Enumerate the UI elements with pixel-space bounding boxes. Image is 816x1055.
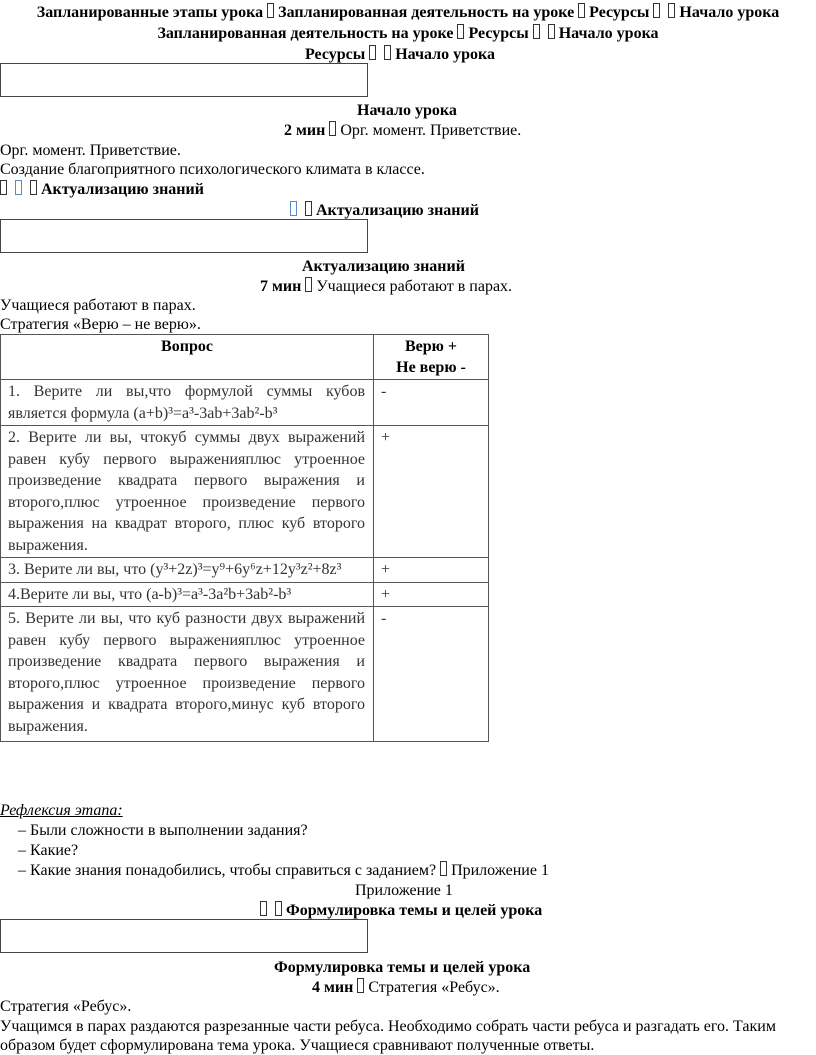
heading-text: Ресурсы [468, 25, 529, 42]
heading-text: Формулировка темы и целей урока [286, 902, 543, 919]
table-row [1, 558, 489, 583]
list-item-text: Какие? [30, 842, 79, 859]
question-cell: 2. Верите ли вы, чтокуб суммы двух выражений равен кубу первого выраженияплюс утроенное произведение квадрата первого выражения и второго,плюс утроенное произведение первого выражения на квадрат второго, плюс куб второго выражения. [1, 426, 374, 558]
time-label: 4 мин [312, 979, 354, 996]
list-item: – Были сложности в выполнении задания? [18, 822, 308, 839]
missing-glyph-icon [653, 3, 660, 18]
missing-glyph-icon [275, 901, 282, 916]
paragraph: Стратегия «Ребус». [0, 998, 132, 1015]
empty-frame [0, 63, 368, 97]
header-line-1 [0, 3, 816, 22]
header-line-3 [0, 45, 808, 64]
next-heading-2 [286, 201, 479, 220]
time-text: Стратегия «Ребус». [368, 979, 500, 996]
next-heading [256, 901, 542, 920]
time-line [312, 978, 500, 997]
answer-cell: + [374, 558, 489, 583]
answer-cell: - [374, 607, 489, 742]
paragraph: Создание благоприятного психологического климата в классе. [0, 161, 425, 178]
heading-text: Актуализацию знаний [316, 202, 479, 219]
question-cell: 1. Верите ли вы,что формулой суммы кубов является формула (a+b)³=a³-3ab+3ab²-b³ [1, 380, 374, 426]
missing-glyph-icon [357, 978, 364, 993]
missing-glyph-icon [369, 45, 376, 60]
empty-frame [0, 219, 368, 253]
answer-cell: - [374, 380, 489, 426]
list-item-text: Были сложности в выполнении задания? [30, 822, 308, 839]
list-item: – Какие? [18, 842, 79, 859]
missing-glyph-icon [548, 24, 555, 39]
header-line: Не верю - [396, 359, 466, 376]
heading-text: Начало урока [558, 25, 659, 42]
paragraph: образом будет сформулирована тема урока. Учащиеся сравнивают полученные ответы. [0, 1037, 595, 1054]
missing-glyph-icon [30, 180, 37, 195]
paragraph: Стратегия «Верю – не верю». [0, 316, 201, 333]
missing-glyph-icon [457, 24, 464, 39]
question-cell: 4.Верите ли вы, что (a-b)³=a³-3a²b+3ab²-b³ [1, 582, 374, 607]
paragraph: Орг. момент. Приветствие. [0, 142, 181, 159]
missing-glyph-icon [533, 24, 540, 39]
missing-glyph-icon [267, 3, 274, 18]
list-item-text: Какие знания понадобились, чтобы справиться с заданием? [30, 862, 437, 879]
table-row [1, 582, 489, 607]
empty-frame [0, 919, 368, 953]
list-item: – Какие знания понадобились, чтобы справиться с заданием? Приложение 1 [18, 862, 549, 879]
missing-glyph-icon [15, 180, 22, 195]
heading-text: Актуализацию знаний [41, 181, 204, 198]
column-header-question: Вопрос [1, 335, 374, 380]
missing-glyph-icon [578, 3, 585, 18]
heading-text: Ресурсы [304, 46, 366, 63]
time-text: Учащиеся работают в парах. [316, 278, 513, 295]
appendix-label: Приложение 1 [355, 882, 453, 899]
section-title: Формулировка темы и целей урока [274, 959, 531, 976]
missing-glyph-icon [305, 201, 312, 216]
heading-text: Запланированная деятельность на уроке [157, 25, 454, 42]
section-title: Актуализацию знаний [302, 258, 465, 275]
believe-table [0, 334, 489, 742]
next-heading [0, 180, 204, 199]
missing-glyph-icon [290, 201, 297, 216]
missing-glyph-icon [260, 901, 267, 916]
question-cell: 3. Верите ли вы, что (y³+2z)³=y⁹+6y⁶z+12y³z²+8z³ [1, 558, 374, 583]
column-header-answer [374, 335, 489, 380]
time-text: Орг. момент. Приветствие. [340, 122, 522, 139]
heading-text: Запланированные этапы урока [36, 4, 264, 21]
missing-glyph-icon [305, 277, 312, 292]
paragraph: Учащиеся работают в парах. [0, 297, 196, 314]
time-label: 7 мин [260, 278, 302, 295]
missing-glyph-icon [440, 861, 447, 876]
answer-cell: + [374, 582, 489, 607]
section-title: Начало урока [357, 102, 457, 119]
time-label: 2 мин [284, 122, 326, 139]
heading-text: Ресурсы [589, 4, 650, 21]
header-line: Верю + [404, 338, 457, 355]
question-cell: 5. Верите ли вы, что куб разности двух выражений равен кубу первого выраженияплюс утроенное произведение квадрата первого выражения и второго,плюс утроенное произведение первого выражения и квадрата второго,минус куб второго выражения. [1, 607, 374, 742]
table-row [1, 426, 489, 558]
table-row [1, 607, 489, 742]
missing-glyph-icon [329, 121, 336, 136]
reflection-title: Рефлексия этапа: [0, 802, 123, 819]
table-header-row [1, 335, 489, 380]
heading-text: Начало урока [679, 4, 780, 21]
missing-glyph-icon [668, 3, 675, 18]
heading-text: Запланированная деятельность на уроке [278, 4, 575, 21]
paragraph: Учащимся в парах раздаются разрезанные части ребуса. Необходимо собрать части ребуса и разгадать его. Таким [0, 1018, 776, 1035]
appendix-ref: Приложение 1 [451, 862, 549, 879]
table-row [1, 380, 489, 426]
header-line-2 [0, 24, 816, 43]
answer-cell: + [374, 426, 489, 558]
heading-text: Начало урока [395, 46, 496, 63]
time-line [260, 277, 512, 296]
missing-glyph-icon [384, 45, 391, 60]
time-line [284, 121, 521, 140]
missing-glyph-icon [0, 180, 7, 195]
